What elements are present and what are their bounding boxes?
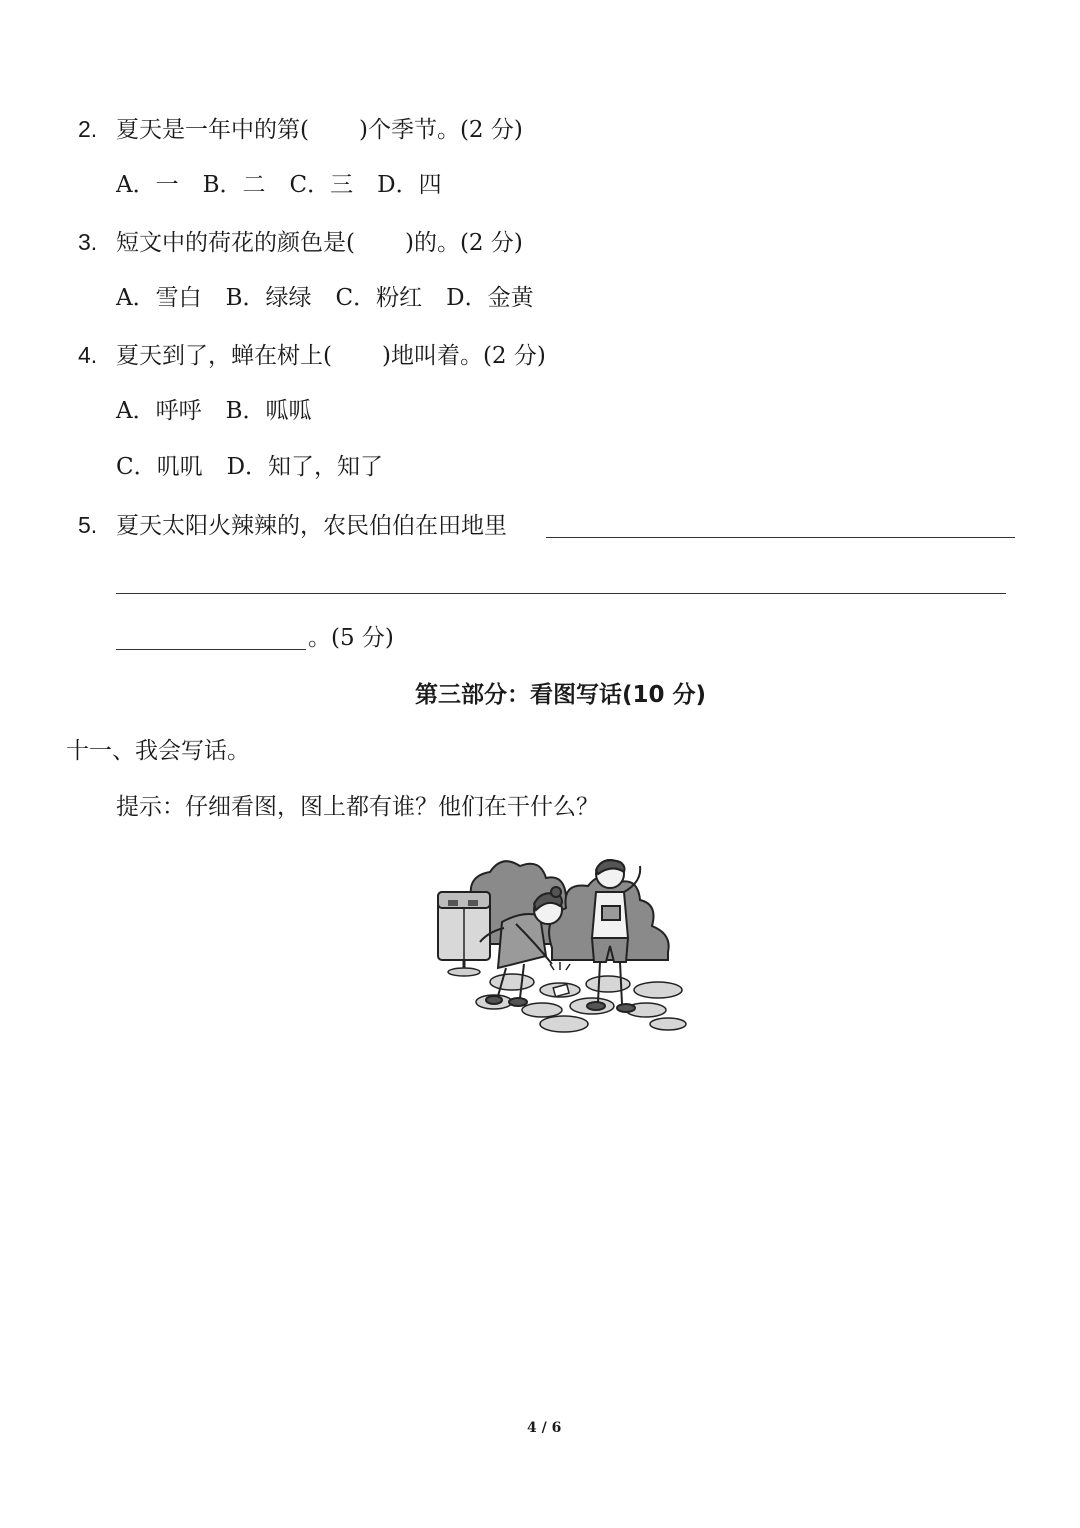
question-number: 2. [78, 116, 98, 142]
answer-line-1[interactable] [546, 537, 1015, 538]
option-d[interactable]: D．知了，知了 [226, 454, 384, 480]
question-text-post: )的。(2 分) [404, 230, 523, 256]
question-2-options [116, 170, 466, 200]
question-number: 5. [78, 512, 98, 538]
question-number: 4. [78, 342, 98, 368]
question-text-pre: 短文中的荷花的颜色是( [116, 230, 355, 256]
question-4-options-row-2 [116, 452, 407, 482]
question-3-options [116, 283, 558, 313]
option-b[interactable]: B．呱呱 [225, 398, 312, 424]
question-2 [78, 114, 523, 145]
question-5 [78, 510, 507, 541]
option-b[interactable]: B．二 [202, 172, 266, 198]
question-4-options-row-1 [116, 396, 336, 426]
option-a[interactable]: A．雪白 [116, 285, 202, 311]
page-number: 4 / 6 [527, 1420, 562, 1436]
question-11-title: 十一、我会写话。 [66, 738, 250, 764]
question-4 [78, 340, 546, 371]
option-a[interactable]: A．呼呼 [116, 398, 202, 424]
question-number: 3. [78, 229, 98, 255]
question-text: 夏天太阳火辣辣的，农民伯伯在田地里 [116, 513, 507, 539]
option-d[interactable]: D．金黄 [446, 285, 534, 311]
stepping-stones [476, 974, 686, 1032]
question-5-end: 。(5 分) [308, 625, 394, 651]
question-text-post: )个季节。(2 分) [358, 117, 523, 143]
question-text-pre: 夏天到了，蝉在树上( [116, 343, 332, 369]
option-c[interactable]: C．三 [289, 172, 354, 198]
answer-line-2[interactable] [116, 593, 1006, 594]
option-d[interactable]: D．四 [377, 172, 442, 198]
writing-prompt-illustration [432, 852, 698, 1034]
option-c[interactable]: C．粉红 [335, 285, 423, 311]
section-3-title: 第三部分：看图写话(10 分) [415, 682, 707, 708]
question-11-hint: 提示：仔细看图，图上都有谁？他们在干什么？ [116, 794, 599, 820]
answer-line-3[interactable] [116, 649, 306, 650]
question-3 [78, 227, 523, 258]
trash-bin [438, 892, 490, 976]
option-c[interactable]: C．叽叽 [116, 454, 203, 480]
question-text-post: )地叫着。(2 分) [381, 343, 546, 369]
option-a[interactable]: A．一 [116, 172, 179, 198]
question-text-pre: 夏天是一年中的第( [116, 117, 309, 143]
option-b[interactable]: B．绿绿 [225, 285, 312, 311]
